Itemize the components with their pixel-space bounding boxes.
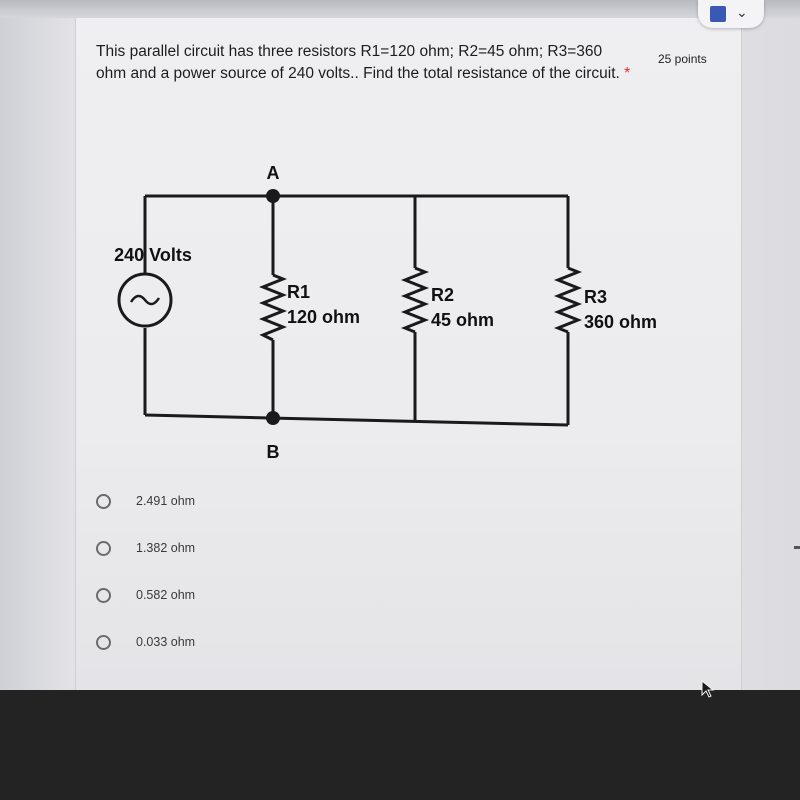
r2-name: R2 [431,285,455,305]
radio-button[interactable] [96,588,111,603]
option-label: 0.582 ohm [136,588,196,602]
option-2[interactable] [96,537,195,559]
question-title [96,41,636,85]
sine-wave-icon [131,296,159,304]
option-label: 1.382 ohm [136,541,196,555]
radio-button[interactable] [96,635,111,650]
r3-value: 360 ohm [584,312,658,332]
node-b-dot [266,411,280,425]
chevron-down-icon: ⌄ [736,4,748,20]
option-label: 0.033 ohm [136,635,196,649]
required-marker: * [624,65,631,82]
r1-value: 120 ohm [287,307,361,327]
question-text: This parallel circuit has three resistors R1=120 ohm; R2=45 ohm; R3=360 ohm and a power source of 240 volts.. Find the total resistance of the circuit. [96,43,620,82]
option-label: 2.491 ohm [136,494,196,508]
resistor-r1 [263,275,283,340]
node-a-dot [266,189,280,203]
source-label: 240 Volts [114,245,192,265]
laptop-logo [300,780,410,800]
r2-value: 45 ohm [431,310,495,330]
circuit-diagram [105,150,705,470]
node-a-label: A [266,163,280,183]
r3-name: R3 [584,287,608,307]
resistor-r3 [558,268,578,332]
option-3[interactable] [96,584,195,606]
puzzle-icon [710,6,726,22]
extension-button[interactable] [698,0,764,28]
points-badge: 25 points [658,52,707,66]
screen-edge-mark [794,546,800,549]
radio-button[interactable] [96,541,111,556]
node-b-label: B [266,442,280,462]
radio-button[interactable] [96,494,111,509]
option-1[interactable] [96,490,195,512]
resistor-r2 [405,268,425,332]
option-4[interactable] [96,631,195,653]
top-strip [0,0,800,18]
r1-name: R1 [287,282,311,302]
mouse-cursor-icon [700,679,716,699]
